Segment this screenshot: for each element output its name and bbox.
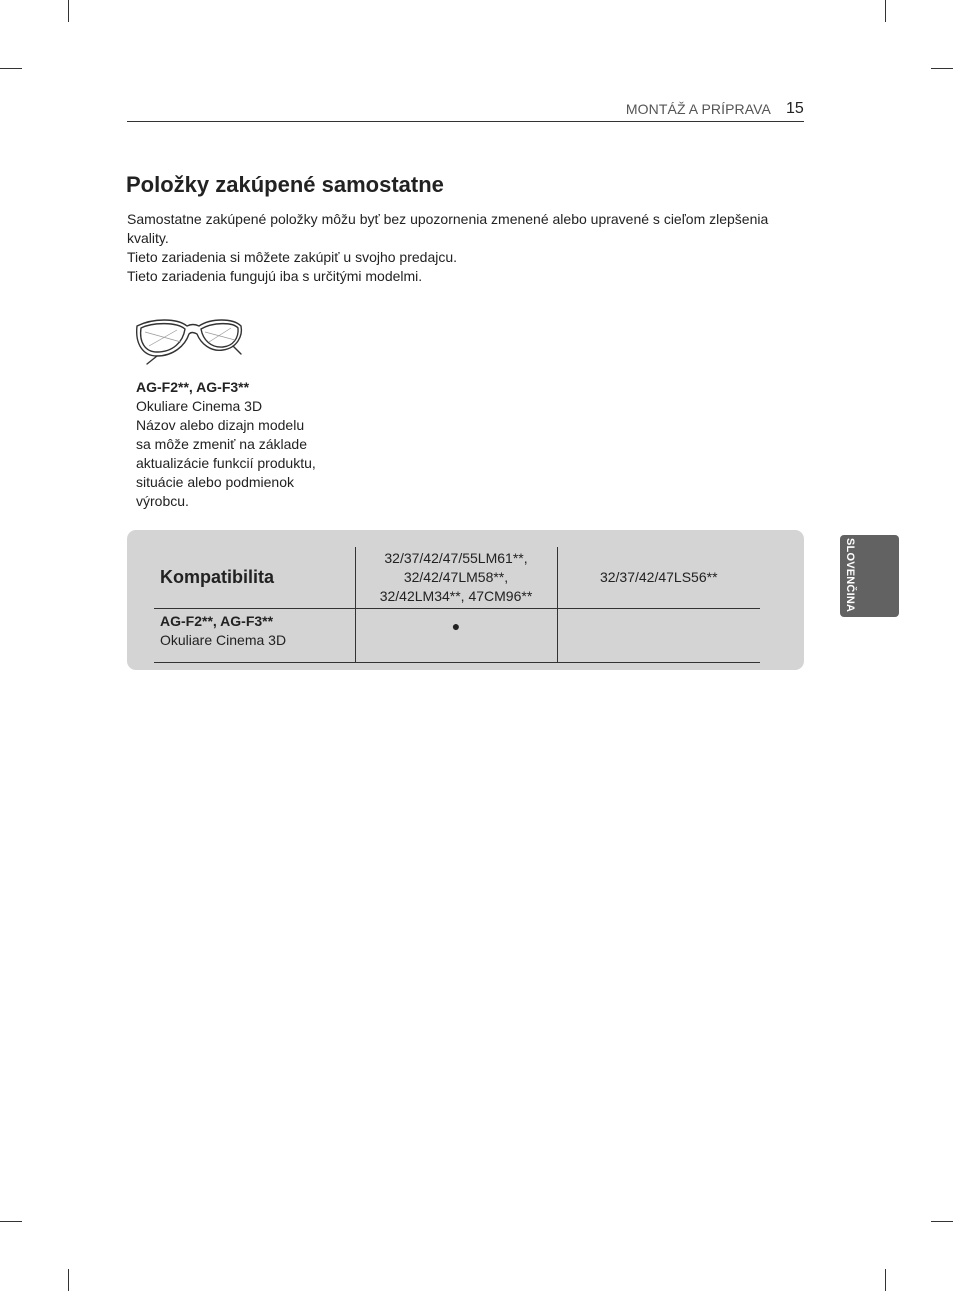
product-note-line: sa môže zmeniť na základe (136, 436, 308, 452)
model-group-line: 32/42/47LM58**, (403, 569, 509, 585)
intro-line: Tieto zariadenia fungujú iba s určitými modelmi. (127, 268, 423, 284)
header-divider (127, 121, 804, 122)
intro-line: Samostatne zakúpené položky môžu byť bez upozornenia zmenené alebo upravené s cieľom zlepšenia kvality. (127, 211, 769, 246)
table-row (154, 609, 760, 663)
crop-mark (931, 68, 953, 69)
product-model: AG-F2**, AG-F3** (136, 379, 250, 395)
crop-mark (0, 68, 22, 69)
product-note-line: situácie alebo podmienok (136, 474, 294, 490)
empty-cell (557, 609, 760, 663)
crop-mark (931, 1221, 953, 1222)
3d-glasses-icon (133, 312, 245, 368)
intro-text (127, 210, 802, 286)
compatibility-panel (127, 530, 804, 670)
product-caption (136, 378, 336, 511)
product-note-line: Názov alebo dizajn modelu (136, 417, 305, 433)
crop-mark (885, 0, 886, 22)
product-name: Okuliare Cinema 3D (136, 398, 263, 414)
row-label (154, 609, 355, 663)
model-group-line: 32/42LM34**, 47CM96** (379, 588, 533, 604)
page-title: Položky zakúpené samostatne (126, 172, 444, 197)
crop-mark (0, 1221, 22, 1222)
model-group-header: 32/37/42/47LS56** (557, 547, 760, 609)
crop-mark (68, 0, 69, 22)
compatibility-table (154, 547, 760, 663)
compatibility-label: Kompatibilita (154, 547, 355, 609)
compatible-mark: ● (355, 609, 557, 663)
page-number: 15 (786, 100, 804, 117)
row-model: AG-F2**, AG-F3** (160, 613, 274, 629)
language-tab-label: SLOVENČINA (844, 538, 856, 613)
section-title: MONTÁŽ A PRÍPRAVA (625, 101, 771, 117)
model-group-header (355, 547, 557, 609)
language-tab (840, 535, 899, 617)
row-product-name: Okuliare Cinema 3D (160, 632, 287, 648)
product-note-line: výrobcu. (136, 493, 189, 509)
crop-mark (68, 1269, 69, 1291)
crop-mark (885, 1269, 886, 1291)
intro-line: Tieto zariadenia si môžete zakúpiť u svojho predajcu. (127, 249, 458, 265)
table-header-row (154, 547, 760, 609)
model-group-line: 32/37/42/47/55LM61**, (384, 550, 528, 566)
product-note-line: aktualizácie funkcií produktu, (136, 455, 316, 471)
